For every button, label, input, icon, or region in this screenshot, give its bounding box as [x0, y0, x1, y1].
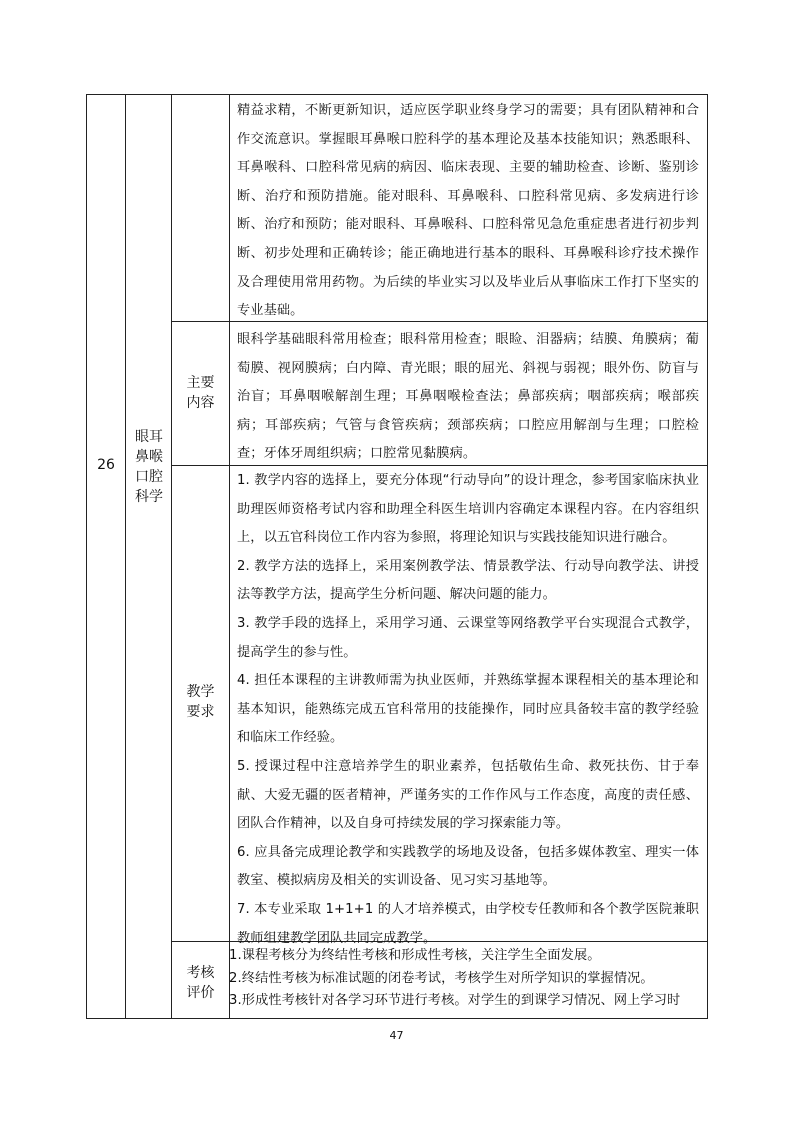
- list-item: 4. 担任本课程的主讲教师需为执业医师，并熟练掌握本课程相关的基本理论和基本知识，能熟练完成五官科常用的技能操作，同时应具备较丰富的教学经验和临床工作经验。: [237, 673, 699, 746]
- teaching-requirements: [237, 467, 699, 953]
- list-item: 2.终结性考核为标准试题的闭卷考试，考核学生对所学知识的掌握情况。: [229, 970, 654, 986]
- column-divider: [171, 95, 172, 1018]
- objectives-text: 精益求精，不断更新知识，适应医学职业终身学习的需要；具有团队精神和合作交流意识。掌握眼耳鼻喉口腔科学的基本理论及基本技能知识；熟悉眼科、耳鼻喉科、口腔科常见病的病因、临床表现、主要的辅助检查、诊断、鉴别诊断、治疗和预防措施。能对眼科、耳鼻喉科、口腔科常见病、多发病进行诊断、治疗和预防；能对眼科、耳鼻喉科、口腔科常见急危重症患者进行初步判断、初步处理和正确转诊；能正确地进行基本的眼科、耳鼻喉科诊疗技术操作及合理使用常用药物。为后续的毕业实习以及毕业后从事临床工作打下坚实的专业基础。: [237, 103, 699, 319]
- list-item: 3. 教学手段的选择上，采用学习通、云课堂等网络教学平台实现混合式教学，提高学生的参与性。: [237, 615, 699, 660]
- course-name-line: 口腔: [135, 469, 163, 485]
- list-item: 3.形成性考核针对各学习环节进行考核。对学生的到课学习情况、网上学习时: [229, 993, 681, 1008]
- course-name-line: 鼻喉: [135, 449, 163, 465]
- column-divider: [125, 95, 126, 1018]
- course-name-line: 眼耳: [135, 429, 163, 445]
- course-table: [86, 94, 708, 1019]
- list-item: 6. 应具备完成理论教学和实践教学的场地及设备，包括多媒体教室、理实一体教室、模拟病房及相关的实训设备、见习实习基地等。: [237, 844, 699, 889]
- teaching-label: 教学 要求: [186, 684, 215, 720]
- course-name: [126, 427, 172, 507]
- row-number: 26: [97, 457, 115, 473]
- list-item: 5. 授课过程中注意培养学生的职业素养，包括敬佑生命、救死扶伤、甘于奉献、大爱无疆的医者精神，严谨务实的工作作风与工作态度，高度的责任感、团队合作精神，以及自身可持续发展的学习探索能力等。: [237, 758, 699, 832]
- assessment-label: 考核 评价: [186, 965, 215, 1001]
- list-item: 1.课程考核分为终结性考核和形成性考核，关注学生全面发展。: [229, 948, 601, 963]
- content-text: 眼科学基础眼科常用检查；眼科常用检查；眼睑、泪器病；结膜、角膜病；葡萄膜、视网膜病；白内障、青光眼；眼的屈光、斜视与弱视；眼外伤、防盲与治盲；耳鼻咽喉解剖生理；耳鼻咽喉检查法；鼻部疾病；咽部疾病；喉部疾病；耳部疾病；气管与食管疾病；颈部疾病；口腔应用解剖与生理；口腔检查；牙体牙周组织病；口腔常见黏膜病。: [237, 332, 699, 462]
- list-item: 2. 教学方法的选择上，采用案例教学法、情景教学法、行动导向教学法、讲授法等教学方法，提高学生分析问题、解决问题的能力。: [237, 558, 699, 603]
- list-item: 7. 本专业采取 1+1+1 的人才培养模式，由学校专任教师和各个教学医院兼职教师组建教学团队共同完成教学。: [237, 901, 699, 946]
- content-label: 主要 内容: [186, 375, 215, 411]
- list-item: 1. 教学内容的选择上，要充分体现“行动导向”的设计理念，参考国家临床执业助理医师资格考试内容和助理全科医生培训内容确定本课程内容。在内容组织上，以五官科岗位工作内容为参照，将理论知识与实践技能知识进行融合。: [237, 473, 699, 546]
- assessment-text: [229, 945, 699, 1013]
- page-number: 47: [389, 1029, 404, 1042]
- course-name-line: 科学: [135, 489, 163, 505]
- column-divider: [229, 95, 230, 1018]
